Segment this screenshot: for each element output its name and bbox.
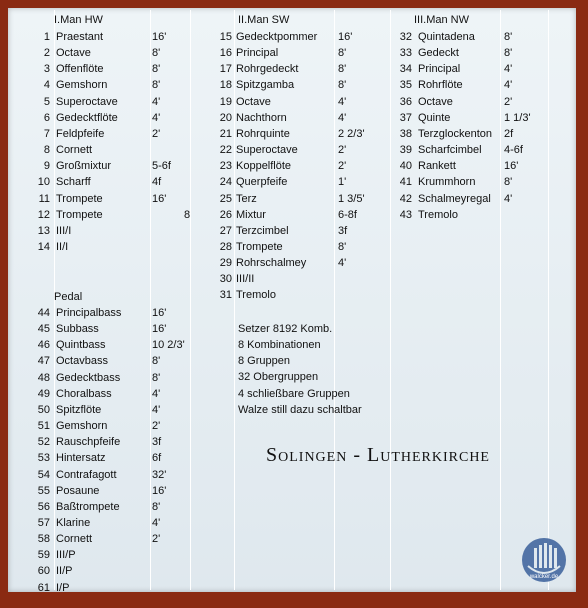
stop-pitch: 16': [152, 31, 167, 43]
pedal-header: Pedal: [54, 291, 83, 303]
stop-number: 58: [37, 533, 50, 546]
stop-number: 53: [37, 452, 50, 465]
stop-name: Spitzgamba: [236, 79, 295, 92]
stop-number: 16: [219, 47, 232, 60]
stop-pitch: 8': [152, 355, 161, 368]
stop-name: Scharfcimbel: [418, 144, 482, 157]
stop-name: Praestant: [56, 31, 104, 43]
stop-number: 20: [219, 111, 232, 124]
stop-number: 17: [219, 63, 232, 76]
logo-text: walcker.de: [529, 574, 559, 580]
stop-name: Terzglockenton: [418, 127, 492, 140]
stop-pitch: 8': [152, 63, 161, 76]
manual-header-hw: I.Man HW: [54, 14, 103, 26]
stop-name: Superoctave: [56, 95, 118, 108]
stop-number: 54: [37, 468, 50, 481]
stop-name: Krummhorn: [418, 176, 476, 189]
stop-name: Terzcimbel: [236, 224, 289, 237]
stop-number: 34: [399, 63, 412, 76]
stop-pitch: 8': [338, 240, 347, 253]
stop-name: Rankett: [418, 160, 456, 173]
stop-number: 24: [219, 176, 232, 189]
stop-name: Gedeckt: [418, 47, 459, 60]
stop-number: 22: [219, 144, 232, 157]
stop-pitch: 4': [152, 95, 161, 108]
stop-number: 32: [399, 31, 412, 43]
stop-name: III/II: [236, 273, 255, 286]
stop-name: Quintadena: [418, 31, 475, 43]
stop-name: Octave: [56, 47, 91, 60]
stop-name: Trompete: [56, 192, 103, 205]
stop-name: Gemshorn: [56, 79, 108, 92]
stop-pitch: 8: [184, 208, 191, 221]
grid-line: [500, 10, 501, 590]
stop-number: 3: [43, 63, 50, 76]
stop-number: 23: [219, 160, 232, 173]
stop-pitch: 16': [152, 484, 167, 497]
stop-number: 56: [37, 500, 50, 513]
grid-line: [234, 10, 235, 590]
stop-pitch: 32': [152, 468, 167, 481]
stop-name: Gedecktflöte: [56, 111, 118, 124]
stop-name: Trompete: [236, 240, 283, 253]
stop-number: 13: [37, 224, 50, 237]
stop-number: 26: [219, 208, 232, 221]
stop-name: Rohrschalmey: [236, 257, 307, 270]
stop-pitch: 6f: [152, 452, 162, 465]
stop-number: 8: [43, 144, 50, 157]
stop-number: 21: [219, 127, 232, 140]
stop-name: Koppelflöte: [236, 160, 292, 173]
stop-name: Scharff: [56, 176, 91, 189]
stop-number: 5: [43, 95, 50, 108]
stop-name: II/I: [56, 240, 69, 253]
stop-name: Rohrflöte: [418, 79, 463, 92]
stop-pitch: 2': [338, 160, 347, 173]
stop-pitch: 1': [338, 176, 347, 189]
stop-name: Großmixtur: [56, 160, 111, 173]
stop-number: 43: [399, 208, 412, 221]
stop-name: Hintersatz: [56, 452, 106, 465]
stop-number: 61: [37, 581, 50, 592]
stop-pitch: 16': [152, 192, 167, 205]
stop-name: Octave: [236, 95, 271, 108]
grid-line: [190, 10, 191, 590]
stop-name: Rohrquinte: [236, 127, 290, 140]
combination-note: 8 Kombinationen: [238, 339, 321, 352]
stop-number: 57: [37, 516, 50, 529]
stop-pitch: 4': [152, 516, 161, 529]
stop-number: 60: [37, 565, 50, 578]
stop-number: 55: [37, 484, 50, 497]
stop-name: Superoctave: [236, 144, 298, 157]
stop-pitch: 8': [152, 500, 161, 513]
stop-pitch: 3f: [152, 436, 162, 449]
stop-number: 41: [399, 176, 412, 189]
stop-pitch: 8': [338, 79, 347, 92]
stop-name: Octave: [418, 95, 453, 108]
stop-number: 38: [399, 127, 412, 140]
stop-number: 18: [219, 79, 232, 92]
stop-name: Trompete: [56, 208, 103, 221]
page-title: Solingen - Lutherkirche: [266, 444, 490, 466]
walcker-logo: [520, 536, 568, 584]
stop-number: 48: [37, 371, 50, 384]
stop-pitch: 4': [152, 387, 161, 400]
stop-name: Terz: [236, 192, 257, 205]
manual-header-nw: III.Man NW: [414, 14, 470, 26]
stop-pitch: 4': [504, 79, 513, 92]
stop-number: 47: [37, 355, 50, 368]
stop-pitch: 4': [152, 403, 161, 416]
stop-pitch: 16': [152, 307, 167, 319]
stop-number: 30: [219, 273, 232, 286]
stop-pitch: 4': [338, 257, 347, 270]
stop-number: 4: [43, 79, 50, 92]
grid-line: [334, 10, 335, 590]
stop-pitch: 4': [152, 111, 161, 124]
stop-name: Gemshorn: [56, 420, 108, 433]
disposition-sheet: [8, 8, 576, 592]
stop-name: Principal: [418, 63, 461, 76]
stop-number: 39: [399, 144, 412, 157]
stop-pitch: 2': [152, 127, 161, 140]
stop-number: 51: [37, 420, 50, 433]
stop-pitch: 4f: [152, 176, 162, 189]
stop-number: 9: [43, 160, 50, 173]
stop-name: Quintbass: [56, 339, 106, 352]
stop-name: Contrafagott: [56, 468, 117, 481]
stop-pitch: 2': [338, 144, 347, 157]
stop-number: 19: [219, 95, 232, 108]
stop-name: Spitzflöte: [56, 403, 102, 416]
stop-number: 40: [399, 160, 412, 173]
stop-number: 44: [37, 307, 50, 319]
stop-pitch: 16': [152, 323, 167, 336]
stop-pitch: 2': [152, 533, 161, 546]
stop-name: Feldpfeife: [56, 127, 105, 140]
stop-pitch: 3f: [338, 224, 348, 237]
stop-name: Klarine: [56, 516, 91, 529]
stop-number: 7: [43, 127, 50, 140]
stop-number: 15: [219, 31, 232, 43]
stop-name: Mixtur: [236, 208, 266, 221]
stop-name: Rohrgedeckt: [236, 63, 299, 76]
stop-name: Gedecktpommer: [236, 31, 318, 43]
stop-name: III/I: [56, 224, 72, 237]
stop-name: Schalmeyregal: [418, 192, 491, 205]
stop-number: 10: [37, 176, 50, 189]
stop-pitch: 8': [152, 79, 161, 92]
stop-number: 46: [37, 339, 50, 352]
stop-name: Offenflöte: [56, 63, 104, 76]
stop-number: 6: [43, 111, 50, 124]
stop-number: 28: [219, 240, 232, 253]
organ-logo-icon: [520, 536, 568, 584]
stop-name: Octavbass: [56, 355, 108, 368]
stop-number: 27: [219, 224, 232, 237]
stop-number: 33: [399, 47, 412, 60]
stop-pitch: 2': [152, 420, 161, 433]
stop-pitch: 16': [504, 160, 519, 173]
stop-pitch: 8': [504, 176, 513, 189]
stop-pitch: 2 2/3': [338, 127, 365, 140]
stop-name: Cornett: [56, 533, 93, 546]
stop-pitch: 8': [338, 63, 347, 76]
stop-name: Tremolo: [236, 289, 276, 302]
stop-pitch: 5-6f: [152, 160, 171, 173]
stop-name: Tremolo: [418, 208, 458, 221]
stop-number: 36: [399, 95, 412, 108]
stop-number: 59: [37, 549, 50, 562]
combination-note: Walze still dazu schaltbar: [238, 403, 362, 416]
stop-number: 49: [37, 387, 50, 400]
stop-name: III/P: [56, 549, 76, 562]
combination-note: 8 Gruppen: [238, 355, 290, 368]
stop-name: Querpfeife: [236, 176, 288, 189]
stop-number: 45: [37, 323, 50, 336]
stop-name: Choralbass: [56, 387, 112, 400]
grid-line: [150, 10, 151, 590]
stop-name: Rauschpfeife: [56, 436, 121, 449]
combination-note: 32 Obergruppen: [238, 371, 319, 384]
combination-note: Setzer 8192 Komb.: [238, 323, 333, 335]
stop-number: 31: [219, 289, 232, 302]
stop-pitch: 4': [338, 95, 347, 108]
stop-name: Principal: [236, 47, 279, 60]
stop-pitch: 4': [504, 63, 513, 76]
stop-number: 52: [37, 436, 50, 449]
stop-name: Nachthorn: [236, 111, 287, 124]
stop-number: 37: [399, 111, 412, 124]
stop-pitch: 1 1/3': [504, 111, 531, 124]
stop-pitch: 10 2/3': [152, 339, 185, 352]
stop-number: 1: [43, 31, 50, 43]
stop-number: 25: [219, 192, 232, 205]
stop-name: Cornett: [56, 144, 93, 157]
stop-number: 12: [37, 208, 50, 221]
stop-name: Baßtrompete: [56, 500, 120, 513]
stop-name: Gedecktbass: [56, 371, 121, 384]
stop-pitch: 8': [504, 31, 513, 43]
stop-number: 35: [399, 79, 412, 92]
stop-number: 42: [399, 192, 412, 205]
stop-pitch: 2': [504, 95, 513, 108]
stop-pitch: 4': [338, 111, 347, 124]
stop-pitch: 6-8f: [338, 208, 357, 221]
stop-number: 2: [43, 47, 50, 60]
stop-pitch: 4-6f: [504, 144, 523, 157]
manual-header-sw: II.Man SW: [238, 14, 290, 26]
stop-pitch: 2f: [504, 127, 514, 140]
stop-number: 29: [219, 257, 232, 270]
stop-pitch: 8': [338, 47, 347, 60]
stop-name: I/P: [56, 581, 70, 592]
stop-pitch: 8': [152, 371, 161, 384]
stop-pitch: 8': [152, 47, 161, 60]
stop-number: 14: [37, 240, 50, 253]
stop-pitch: 16': [338, 31, 353, 43]
stop-name: Quinte: [418, 111, 451, 124]
stop-pitch: 4': [504, 192, 513, 205]
stop-name: Subbass: [56, 323, 99, 336]
stop-pitch: 1 3/5': [338, 192, 365, 205]
stop-name: Posaune: [56, 484, 100, 497]
stop-pitch: 8': [504, 47, 513, 60]
stop-name: Principalbass: [56, 307, 122, 319]
combination-note: 4 schließbare Gruppen: [238, 387, 350, 400]
stop-number: 11: [38, 192, 50, 205]
stop-number: 50: [37, 403, 50, 416]
grid-line: [548, 10, 549, 590]
stop-name: II/P: [56, 565, 73, 578]
